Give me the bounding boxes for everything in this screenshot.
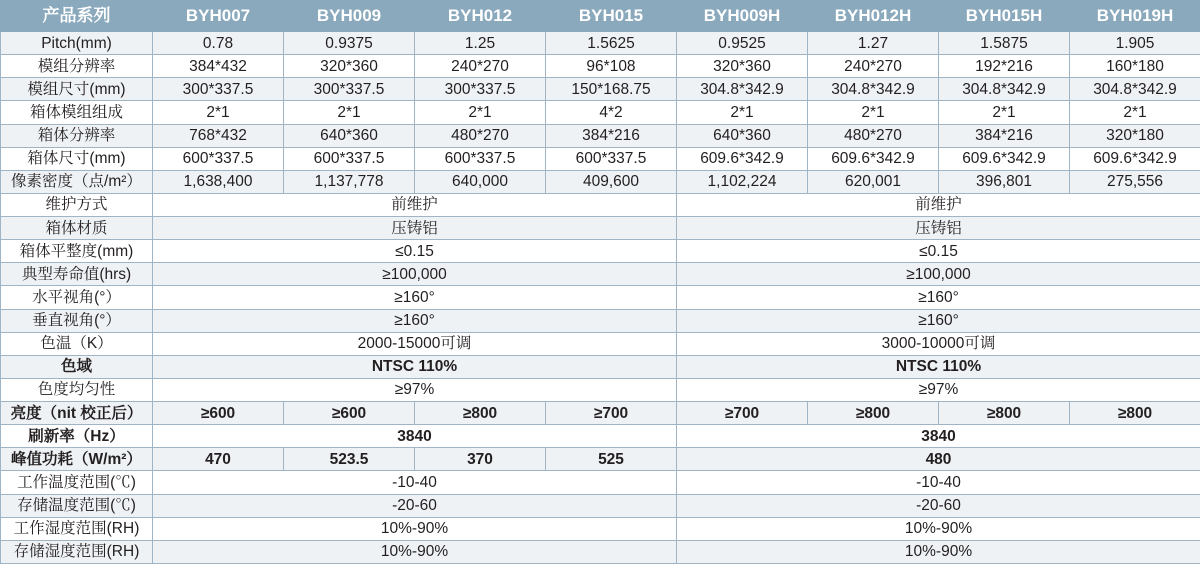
table-cell: -20-60: [153, 494, 677, 517]
table-cell: 2*1: [284, 101, 415, 124]
table-cell: 2*1: [808, 101, 939, 124]
table-cell: ≤0.15: [677, 240, 1200, 263]
table-cell: 620,001: [808, 170, 939, 193]
table-row: [1, 286, 1200, 309]
row-label: 亮度（nit 校正后）: [1, 402, 153, 425]
table-cell: ≥600: [284, 402, 415, 425]
table-cell: 前维护: [677, 193, 1200, 216]
header-cell-model-1: BYH007: [153, 1, 284, 32]
table-cell: 370: [415, 448, 546, 471]
table-row: [1, 517, 1200, 540]
table-cell: 150*168.75: [546, 78, 677, 101]
table-cell: 1.5875: [939, 32, 1070, 55]
table-cell: 396,801: [939, 170, 1070, 193]
row-label: 像素密度（点/m²）: [1, 170, 153, 193]
header-cell-model-8: BYH019H: [1070, 1, 1200, 32]
row-label: 存储湿度范围(RH): [1, 540, 153, 563]
table-cell: 3840: [677, 425, 1200, 448]
table-header: [1, 1, 1200, 32]
table-cell: 1.25: [415, 32, 546, 55]
table-cell: 2*1: [1070, 101, 1200, 124]
row-label: 典型寿命值(hrs): [1, 263, 153, 286]
table-cell: 1,102,224: [677, 170, 808, 193]
table-row: [1, 170, 1200, 193]
table-cell: 10%-90%: [677, 517, 1200, 540]
table-cell: ≥800: [1070, 402, 1200, 425]
table-cell: -10-40: [153, 471, 677, 494]
row-label: 水平视角(°）: [1, 286, 153, 309]
table-cell: 640*360: [677, 124, 808, 147]
table-row: [1, 217, 1200, 240]
table-cell: 压铸铝: [153, 217, 677, 240]
table-cell: 304.8*342.9: [1070, 78, 1200, 101]
header-cell-model-5: BYH009H: [677, 1, 808, 32]
table-cell: ≥160°: [677, 286, 1200, 309]
table-header-row: [1, 1, 1200, 32]
table-cell: 1,137,778: [284, 170, 415, 193]
row-label: 箱体平整度(mm): [1, 240, 153, 263]
table-row: [1, 147, 1200, 170]
table-cell: ≥800: [415, 402, 546, 425]
table-cell: 384*432: [153, 55, 284, 78]
row-label: 刷新率（Hz）: [1, 425, 153, 448]
table-cell: 384*216: [939, 124, 1070, 147]
table-cell: 160*180: [1070, 55, 1200, 78]
table-cell: 640*360: [284, 124, 415, 147]
table-row: [1, 124, 1200, 147]
table-cell: 300*337.5: [153, 78, 284, 101]
table-row: [1, 78, 1200, 101]
table-row: [1, 540, 1200, 563]
table-cell: 1.27: [808, 32, 939, 55]
table-cell: ≥800: [939, 402, 1070, 425]
row-label: 箱体模组组成: [1, 101, 153, 124]
row-label: 色度均匀性: [1, 378, 153, 401]
table-cell: 2*1: [939, 101, 1070, 124]
table-row: [1, 355, 1200, 378]
table-cell: 2*1: [153, 101, 284, 124]
table-cell: NTSC 110%: [153, 355, 677, 378]
row-label: 垂直视角(°）: [1, 309, 153, 332]
table-cell: ≥160°: [153, 309, 677, 332]
header-cell-model-3: BYH012: [415, 1, 546, 32]
table-cell: 2*1: [677, 101, 808, 124]
row-label: 箱体材质: [1, 217, 153, 240]
row-label: 存储温度范围(℃): [1, 494, 153, 517]
table-cell: 1.5625: [546, 32, 677, 55]
table-cell: 300*337.5: [284, 78, 415, 101]
table-cell: 压铸铝: [677, 217, 1200, 240]
table-row: [1, 32, 1200, 55]
table-cell: -10-40: [677, 471, 1200, 494]
table-cell: 384*216: [546, 124, 677, 147]
table-cell: 0.9375: [284, 32, 415, 55]
table-cell: 304.8*342.9: [808, 78, 939, 101]
table-cell: 600*337.5: [284, 147, 415, 170]
table-cell: 609.6*342.9: [808, 147, 939, 170]
table-cell: ≥160°: [677, 309, 1200, 332]
table-cell: 96*108: [546, 55, 677, 78]
table-cell: 10%-90%: [153, 517, 677, 540]
row-label: 色域: [1, 355, 153, 378]
table-cell: ≥700: [546, 402, 677, 425]
table-cell: 240*270: [415, 55, 546, 78]
table-cell: 0.9525: [677, 32, 808, 55]
table-cell: 304.8*342.9: [939, 78, 1070, 101]
table-row: [1, 494, 1200, 517]
table-cell: 609.6*342.9: [677, 147, 808, 170]
table-cell: 10%-90%: [677, 540, 1200, 563]
table-cell: 304.8*342.9: [677, 78, 808, 101]
table-cell: 3000-10000可调: [677, 332, 1200, 355]
table-cell: 523.5: [284, 448, 415, 471]
table-cell: NTSC 110%: [677, 355, 1200, 378]
table-row: [1, 101, 1200, 124]
table-cell: 240*270: [808, 55, 939, 78]
table-body: [1, 32, 1200, 564]
row-label: 模组分辨率: [1, 55, 153, 78]
table-cell: 470: [153, 448, 284, 471]
table-cell: ≥100,000: [677, 263, 1200, 286]
table-cell: 768*432: [153, 124, 284, 147]
table-cell: ≥800: [808, 402, 939, 425]
row-label: 箱体分辨率: [1, 124, 153, 147]
header-cell-series: 产品系列: [1, 1, 153, 32]
row-label: 箱体尺寸(mm): [1, 147, 153, 170]
table-row: [1, 471, 1200, 494]
row-label: 模组尺寸(mm): [1, 78, 153, 101]
row-label: Pitch(mm): [1, 32, 153, 55]
table-cell: 320*180: [1070, 124, 1200, 147]
header-cell-model-2: BYH009: [284, 1, 415, 32]
table-cell: 480: [677, 448, 1200, 471]
table-row: [1, 448, 1200, 471]
table-row: [1, 425, 1200, 448]
table-cell: -20-60: [677, 494, 1200, 517]
table-cell: 600*337.5: [415, 147, 546, 170]
table-cell: 3840: [153, 425, 677, 448]
table-cell: 300*337.5: [415, 78, 546, 101]
table-row: [1, 402, 1200, 425]
table-cell: 275,556: [1070, 170, 1200, 193]
table-cell: 480*270: [415, 124, 546, 147]
header-cell-model-7: BYH015H: [939, 1, 1070, 32]
table-cell: 600*337.5: [546, 147, 677, 170]
table-cell: 525: [546, 448, 677, 471]
table-row: [1, 309, 1200, 332]
table-cell: 640,000: [415, 170, 546, 193]
table-cell: 609.6*342.9: [1070, 147, 1200, 170]
table-cell: 2*1: [415, 101, 546, 124]
table-row: [1, 263, 1200, 286]
table-cell: ≤0.15: [153, 240, 677, 263]
table-cell: 4*2: [546, 101, 677, 124]
table-cell: ≥600: [153, 402, 284, 425]
table-row: [1, 55, 1200, 78]
table-cell: ≥97%: [677, 378, 1200, 401]
row-label: 维护方式: [1, 193, 153, 216]
table-cell: 1,638,400: [153, 170, 284, 193]
row-label: 峰值功耗（W/m²）: [1, 448, 153, 471]
table-cell: 320*360: [284, 55, 415, 78]
table-row: [1, 332, 1200, 355]
table-cell: 409,600: [546, 170, 677, 193]
header-cell-model-4: BYH015: [546, 1, 677, 32]
table-cell: ≥700: [677, 402, 808, 425]
table-cell: 1.905: [1070, 32, 1200, 55]
table-cell: 前维护: [153, 193, 677, 216]
table-cell: 0.78: [153, 32, 284, 55]
table-cell: 320*360: [677, 55, 808, 78]
row-label: 工作温度范围(℃): [1, 471, 153, 494]
table-cell: 10%-90%: [153, 540, 677, 563]
row-label: 工作湿度范围(RH): [1, 517, 153, 540]
table-cell: 192*216: [939, 55, 1070, 78]
table-cell: 2000-15000可调: [153, 332, 677, 355]
table-cell: 609.6*342.9: [939, 147, 1070, 170]
table-row: [1, 378, 1200, 401]
table-cell: ≥100,000: [153, 263, 677, 286]
table-row: [1, 240, 1200, 263]
header-cell-model-6: BYH012H: [808, 1, 939, 32]
table-cell: 600*337.5: [153, 147, 284, 170]
table-cell: ≥160°: [153, 286, 677, 309]
table-cell: ≥97%: [153, 378, 677, 401]
row-label: 色温（K）: [1, 332, 153, 355]
table-cell: 480*270: [808, 124, 939, 147]
table-row: [1, 193, 1200, 216]
